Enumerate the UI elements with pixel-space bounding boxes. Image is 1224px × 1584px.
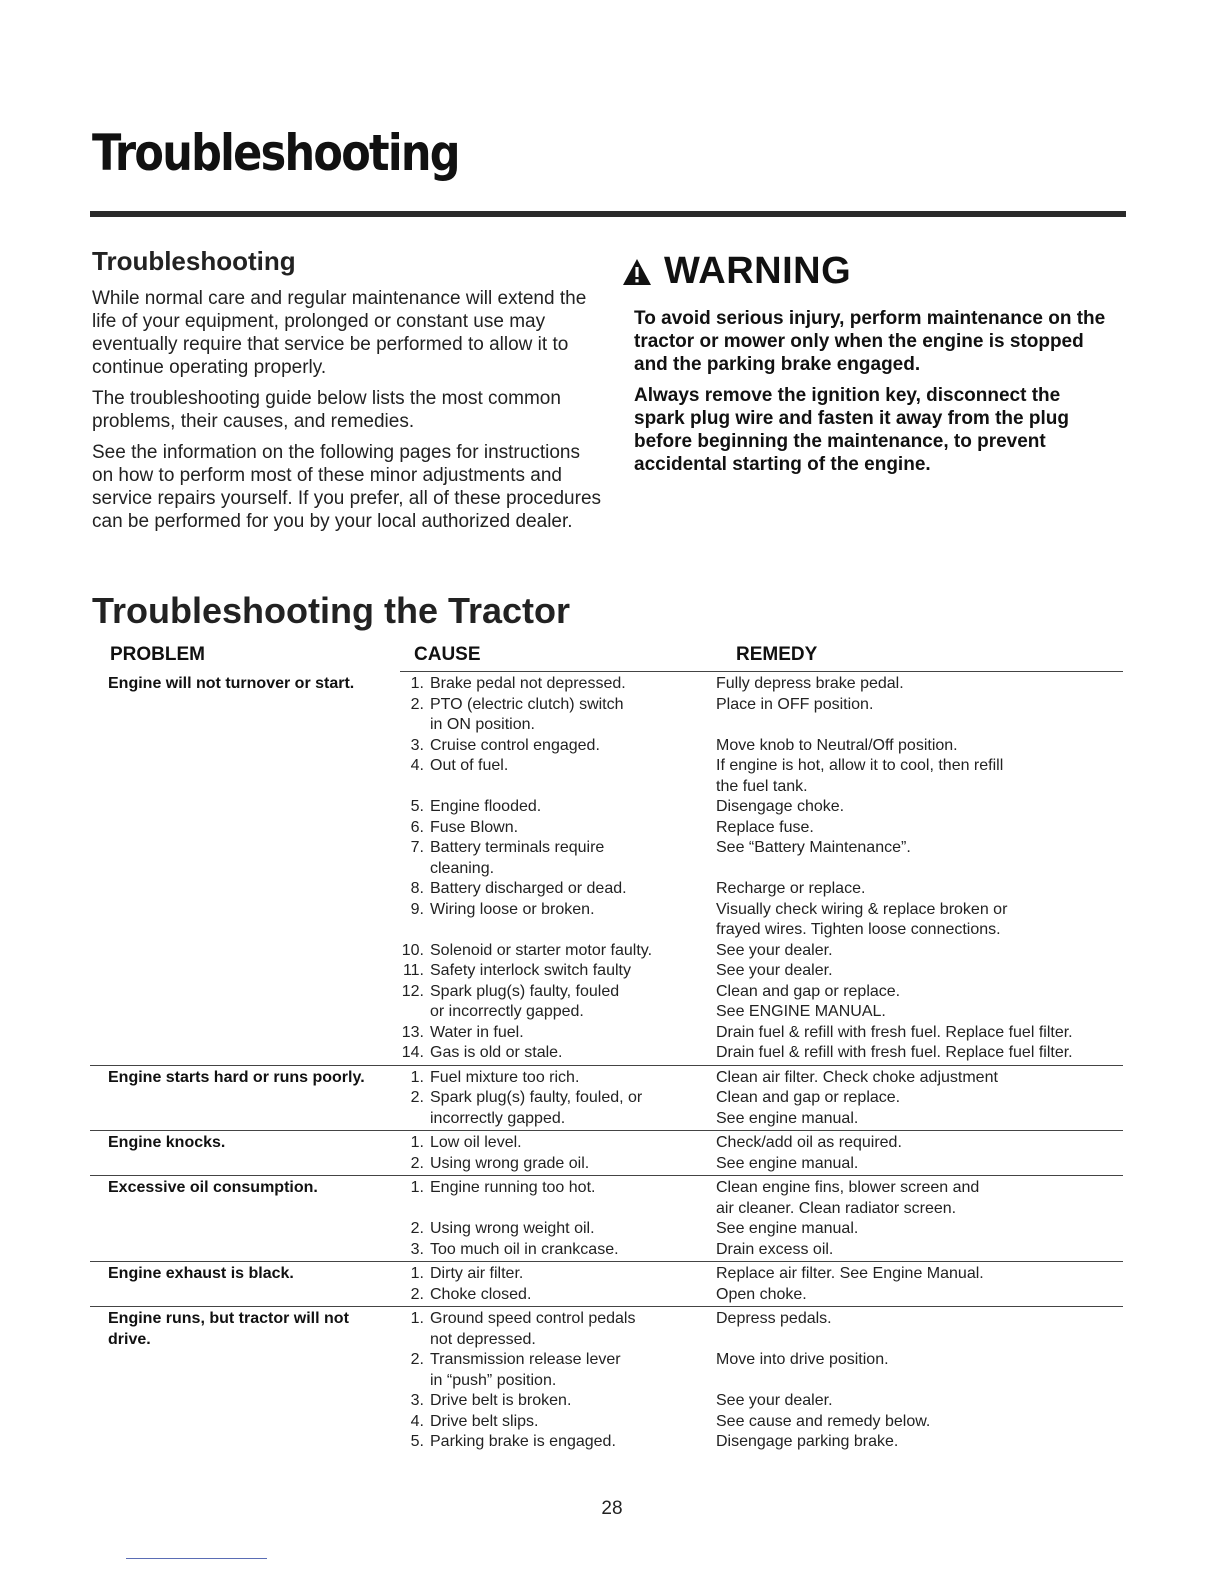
table-row (90, 672, 1123, 1066)
remedy-cell: Drain fuel & refill with fresh fuel. Replace fuel filter. (716, 1044, 1073, 1061)
cause-cell: Cruise control engaged. (430, 736, 600, 754)
cause-cell: Fuel mixture too rich. (430, 1068, 580, 1086)
cause-cell: Transmission release lever in “push” position. (430, 1351, 621, 1389)
remedy-cell: Clean and gap or replace. See engine manual. (716, 1089, 901, 1127)
cause-remedy-entry (396, 1412, 1123, 1433)
cause-remedy-entry (396, 1309, 1123, 1350)
cause-number: 2. (410, 1351, 424, 1368)
cause-number: 8. (410, 880, 424, 897)
cause-number: 4. (410, 1412, 424, 1430)
cause-cell: Spark plug(s) faulty, fouled or incorrectly gapped. (430, 982, 620, 1020)
problem-cell: Engine starts hard or runs poorly. (108, 1068, 365, 1086)
cause-number: 2. (410, 1154, 424, 1172)
remedy-cell: Open choke. (716, 1285, 807, 1303)
remedy-cell: Disengage parking brake. (716, 1433, 899, 1450)
problem-column-header: PROBLEM (110, 644, 205, 665)
cause-number: 14. (401, 1044, 424, 1061)
cause-remedy-list (396, 1068, 1123, 1130)
cause-cell: Brake pedal not depressed. (430, 675, 626, 692)
remedy-cell: If engine is hot, allow it to cool, then refill the fuel tank. (716, 757, 1004, 795)
cause-remedy-entry (396, 736, 1123, 757)
remedy-cell: Disengage choke. (716, 798, 845, 815)
cause-column-header: CAUSE (414, 644, 481, 665)
cause-cell: Engine running too hot. (430, 1179, 596, 1196)
cause-cell: Fuse Blown. (430, 818, 519, 836)
cause-number: 11. (402, 962, 424, 979)
cause-cell: Ground speed control pedals not depressed. (430, 1310, 636, 1348)
cause-number: 3. (410, 1392, 424, 1409)
cause-number: 2. (410, 1285, 424, 1303)
remedy-cell: Move into drive position. (716, 1351, 889, 1368)
remedy-cell: Replace air filter. See Engine Manual. (716, 1265, 984, 1282)
warning-box (622, 250, 1112, 484)
remedy-cell: Depress pedals. (716, 1310, 832, 1327)
cause-cell: Parking brake is engaged. (430, 1433, 616, 1450)
cause-cell: Battery terminals require cleaning. (430, 839, 605, 877)
remedy-cell: Move knob to Neutral/Off position. (716, 736, 958, 754)
table-row (90, 1262, 1123, 1307)
cause-remedy-entry (396, 1088, 1123, 1129)
cause-remedy-entry (396, 756, 1123, 797)
cause-number: 1. (410, 1134, 424, 1151)
table-row (90, 1176, 1123, 1262)
remedy-cell: See your dealer. (716, 962, 833, 979)
cause-remedy-entry (396, 900, 1123, 941)
cause-number: 2. (410, 1220, 424, 1237)
page-number: 28 (601, 1498, 623, 1519)
cause-cell: Using wrong weight oil. (430, 1220, 595, 1237)
cause-number: 1. (410, 675, 424, 692)
cause-remedy-entry (396, 1023, 1123, 1044)
intro-heading: Troubleshooting (92, 246, 296, 276)
cause-number: 4. (410, 757, 424, 774)
cause-remedy-entry (396, 1285, 1123, 1306)
cause-cell: PTO (electric clutch) switch in ON position. (430, 695, 624, 733)
cause-number: 13. (401, 1023, 424, 1041)
cause-remedy-list (396, 1178, 1123, 1260)
cause-number: 1. (410, 1310, 424, 1327)
cause-number: 1. (410, 1179, 424, 1196)
cause-number: 9. (410, 900, 424, 918)
cause-cell: Too much oil in crankcase. (430, 1240, 619, 1258)
cause-remedy-entry (396, 1043, 1123, 1064)
cause-cell: Battery discharged or dead. (430, 880, 627, 897)
cause-remedy-entry (396, 818, 1123, 839)
problem-cell: Excessive oil consumption. (108, 1179, 318, 1196)
cause-cell: Dirty air filter. (430, 1265, 524, 1282)
cause-remedy-entry (396, 797, 1123, 818)
table-row (90, 1307, 1123, 1454)
cause-cell: Engine flooded. (430, 798, 542, 815)
remedy-cell: Place in OFF position. (716, 695, 874, 713)
cause-cell: Water in fuel. (430, 1023, 524, 1041)
cause-remedy-entry (396, 1350, 1123, 1391)
remedy-cell: See cause and remedy below. (716, 1412, 931, 1430)
problem-cell: Engine exhaust is black. (108, 1265, 294, 1282)
cause-remedy-list (396, 1309, 1123, 1453)
cause-cell: Drive belt slips. (430, 1412, 539, 1430)
cause-remedy-entry (396, 941, 1123, 962)
remedy-cell: Recharge or replace. (716, 880, 866, 897)
cause-cell: Drive belt is broken. (430, 1392, 572, 1409)
table-row (90, 1131, 1123, 1176)
table-title: Troubleshooting the Tractor (92, 590, 571, 631)
cause-cell: Using wrong grade oil. (430, 1154, 590, 1172)
cause-remedy-list (396, 1264, 1123, 1305)
remedy-cell: Clean engine fins, blower screen and air cleaner. Clean radiator screen. (716, 1179, 980, 1217)
cause-cell: Choke closed. (430, 1285, 532, 1303)
remedy-cell: See your dealer. (716, 941, 833, 959)
cause-remedy-entry (396, 1391, 1123, 1412)
remedy-cell: Check/add oil as required. (716, 1134, 902, 1151)
remedy-cell: Clean air filter. Check choke adjustment (716, 1068, 998, 1086)
cause-number: 1. (410, 1068, 424, 1086)
cause-cell: Low oil level. (430, 1134, 522, 1151)
warning-text: To avoid serious injury, perform maintenance on the tractor or mower only when the engine is stopped and the parking brake engaged. (634, 308, 1106, 375)
cause-remedy-entry (396, 961, 1123, 982)
remedy-cell: Drain excess oil. (716, 1240, 834, 1258)
cause-remedy-entry (396, 1154, 1123, 1175)
cause-remedy-entry (396, 1068, 1123, 1089)
cause-remedy-entry (396, 1133, 1123, 1154)
cause-remedy-entry (396, 838, 1123, 879)
cause-cell: Out of fuel. (430, 757, 509, 774)
warning-header (622, 250, 1112, 293)
intro-paragraph: While normal care and regular maintenance will extend the life of your equipment, prolonged or constant use may eventually require that service be performed to allow it to continue operating properly. (92, 288, 587, 378)
remedy-cell: Visually check wiring & replace broken or frayed wires. Tighten loose connections. (716, 900, 1008, 938)
cause-remedy-entry (396, 1240, 1123, 1261)
remedy-cell: See “Battery Maintenance”. (716, 839, 911, 856)
cause-number: 2. (410, 1089, 424, 1106)
remedy-cell: Replace fuse. (716, 818, 814, 836)
problem-cell: Engine knocks. (108, 1134, 226, 1151)
warning-title: WARNING (664, 250, 852, 292)
cause-number: 1. (410, 1265, 424, 1282)
cause-remedy-entry (396, 1432, 1123, 1453)
cause-remedy-entry (396, 1178, 1123, 1219)
title-divider (90, 211, 1126, 217)
cause-number: 7. (410, 839, 424, 856)
cause-cell: Gas is old or stale. (430, 1044, 563, 1061)
cause-remedy-entry (396, 695, 1123, 736)
cause-number: 3. (410, 736, 424, 754)
remedy-cell: Fully depress brake pedal. (716, 675, 904, 692)
warning-triangle-icon (622, 258, 652, 286)
cause-remedy-entry (396, 879, 1123, 900)
cause-number: 5. (410, 798, 424, 815)
page-title: Troubleshooting (92, 124, 459, 182)
cause-remedy-entry (396, 1219, 1123, 1240)
cause-remedy-entry (396, 674, 1123, 695)
cause-remedy-entry (396, 1264, 1123, 1285)
intro-section (92, 246, 602, 541)
cause-number: 2. (410, 695, 424, 713)
troubleshooting-table (90, 672, 1123, 1454)
intro-paragraph: See the information on the following pages for instructions on how to perform most of these minor adjustments and service repairs yourself. If you prefer, all of these procedures can be performed for you by your local authorized dealer. (92, 442, 602, 532)
cause-cell: Safety interlock switch faulty (430, 962, 631, 979)
remedy-cell: Clean and gap or replace. See ENGINE MANUAL. (716, 982, 901, 1020)
cause-remedy-list (396, 674, 1123, 1064)
problem-cell: Engine will not turnover or start. (108, 675, 355, 692)
cause-cell: Solenoid or starter motor faulty. (430, 941, 653, 959)
cause-remedy-list (396, 1133, 1123, 1174)
cause-number: 6. (410, 818, 424, 836)
cause-cell: Wiring loose or broken. (430, 900, 595, 918)
warning-text: Always remove the ignition key, disconnect the spark plug wire and fasten it away from the plug before beginning the maintenance, to prevent accidental starting of the engine. (634, 385, 1069, 475)
remedy-cell: See engine manual. (716, 1154, 859, 1172)
problem-cell: Engine runs, but tractor will not drive. (108, 1310, 349, 1348)
cause-number: 10. (401, 941, 424, 959)
intro-paragraph: The troubleshooting guide below lists the most common problems, their causes, and remedies. (92, 388, 561, 432)
cause-number: 3. (410, 1240, 424, 1258)
cause-number: 12. (401, 982, 424, 1000)
remedy-cell: Drain fuel & refill with fresh fuel. Replace fuel filter. (716, 1023, 1073, 1041)
cause-remedy-entry (396, 982, 1123, 1023)
footer-line (126, 1558, 267, 1559)
remedy-cell: See your dealer. (716, 1392, 833, 1409)
remedy-column-header: REMEDY (736, 644, 818, 665)
remedy-cell: See engine manual. (716, 1220, 859, 1237)
cause-number: 5. (410, 1433, 424, 1450)
cause-cell: Spark plug(s) faulty, fouled, or incorrectly gapped. (430, 1089, 643, 1127)
table-row (90, 1066, 1123, 1132)
